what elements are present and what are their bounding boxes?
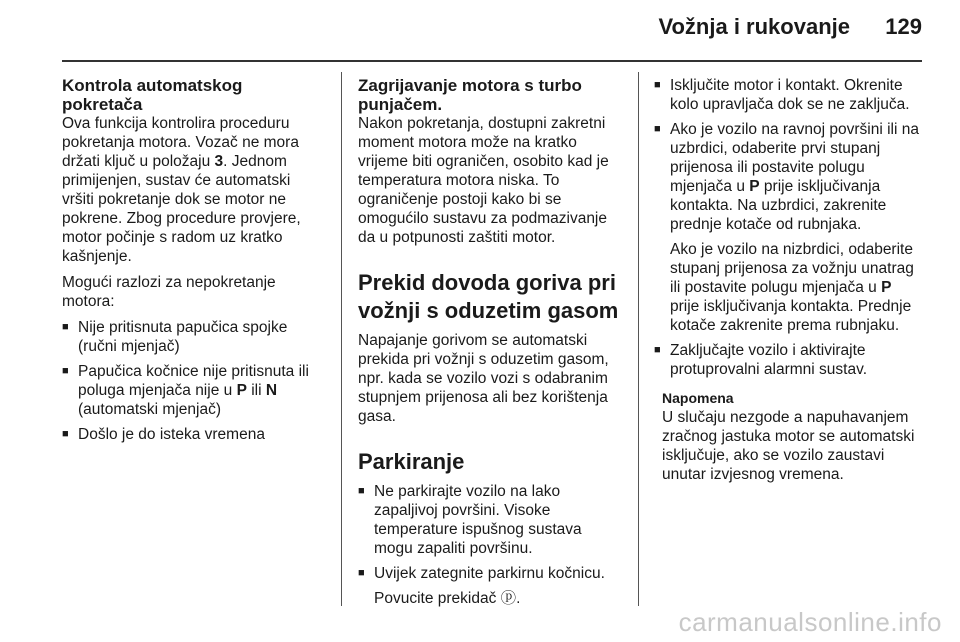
page-number: 129 xyxy=(885,14,922,39)
column-1 xyxy=(62,76,324,450)
list-item: ■ Isključite motor i kontakt. Okrenite kolo upravljača dok se ne zaključa. xyxy=(654,77,910,113)
column-3 xyxy=(654,76,924,484)
bullet-list xyxy=(654,76,924,234)
sub-paragraph: Ako je vozilo na nizbrdici, odaberite stupanj prijenosa za vožnju unatrag ili postavite polugu mjenjača u P prije isključivanja kontakta. Prednje kotače zakrenite prema rubnjaku. xyxy=(670,241,914,334)
list-item: ■ Uvijek zategnite parkirnu kočnicu. xyxy=(358,565,605,582)
section-heading-fuel-cutoff: Prekid dovoda goriva pri vožnji s oduzetim gasom xyxy=(358,270,619,323)
section-heading-starter-control: Kontrola automatskog pokretača xyxy=(62,76,243,114)
note-heading: Napomena xyxy=(662,390,734,406)
section-heading-turbo: Zagrijavanje motora s turbo punjačem. xyxy=(358,76,582,114)
bullet-list xyxy=(62,318,324,444)
list-item: ■ Nije pritisnuta papučica spojke (ručni mjenjač) xyxy=(62,319,288,355)
column-divider-2 xyxy=(638,72,639,606)
bullet-list xyxy=(654,341,924,379)
bullet-icon: ■ xyxy=(62,428,69,440)
bullet-icon: ■ xyxy=(62,365,69,377)
list-item: ■ Ne parkirajte vozilo na lako zapaljivoj površini. Visoke temperature ispušnog sustava mogu zapaliti površinu. xyxy=(358,483,582,557)
bullet-icon: ■ xyxy=(358,485,365,497)
watermark: carmanualsonline.info xyxy=(678,607,942,637)
note-text: U slučaju nezgode a napuhavanjem zračnog jastuka motor se automatski isključuje, ako se vozilo zaustavi unutar izvjesnog vremena. xyxy=(662,409,915,483)
paragraph: Nakon pokretanja, dostupni zakretni moment motora može na kratko vrijeme biti ograničen, osobito kad je temperatura motora niska. To ograničenje postoji kako bi se omogućilo sustavu za podmazivanje da u potpunosti zaštiti motor. xyxy=(358,115,609,246)
page-title: Vožnja i rukovanje xyxy=(658,14,850,39)
paragraph: Mogući razlozi za nepokretanje motora: xyxy=(62,274,276,310)
list-item: ■ Došlo je do isteka vremena xyxy=(62,426,265,443)
bullet-icon: ■ xyxy=(654,123,661,135)
bullet-icon: ■ xyxy=(654,79,661,91)
bullet-icon: ■ xyxy=(654,344,661,356)
list-item: ■ Ako je vozilo na ravnoj površini ili na uzbrdici, odaberite prvi stupanj prijenosa ili postavite polugu mjenjača u P prije isključivanja kontakta. Na uzbrdici, zakrenite prednje kotače od rubnjaka. xyxy=(654,121,919,233)
note-box xyxy=(654,389,924,484)
column-2 xyxy=(358,76,624,614)
paragraph: Napajanje gorivom se automatski prekida pri vožnji s oduzetim gasom, npr. kada se vozilo vozi s odabranim stupnjem prijenosa ali bez korištenja gasa. xyxy=(358,332,609,425)
header-rule xyxy=(62,60,922,62)
column-divider-1 xyxy=(341,72,342,606)
paragraph: Ova funkcija kontrolira proceduru pokretanja motora. Vozač ne mora držati ključ u položaju 3. Jednom primijenjen, sustav će automatski vršiti pokretanje dok se motor ne pokrene. Zbog procedure provjere, motor počinje s radom uz kratko kašnjenje. xyxy=(62,115,301,265)
bullet-icon: ■ xyxy=(62,321,69,333)
bullet-icon: ■ xyxy=(358,567,365,579)
page-header xyxy=(62,0,922,64)
bullet-list xyxy=(358,482,624,583)
sub-paragraph: Povucite prekidač ⓟ. xyxy=(374,590,521,607)
section-heading-parking: Parkiranje xyxy=(358,449,465,474)
list-item: ■ Zaključajte vozilo i aktivirajte protuprovalni alarmni sustav. xyxy=(654,342,867,378)
list-item: ■ Papučica kočnice nije pritisnuta ili poluga mjenjača nije u P ili N (automatski mjenjač) xyxy=(62,363,309,418)
